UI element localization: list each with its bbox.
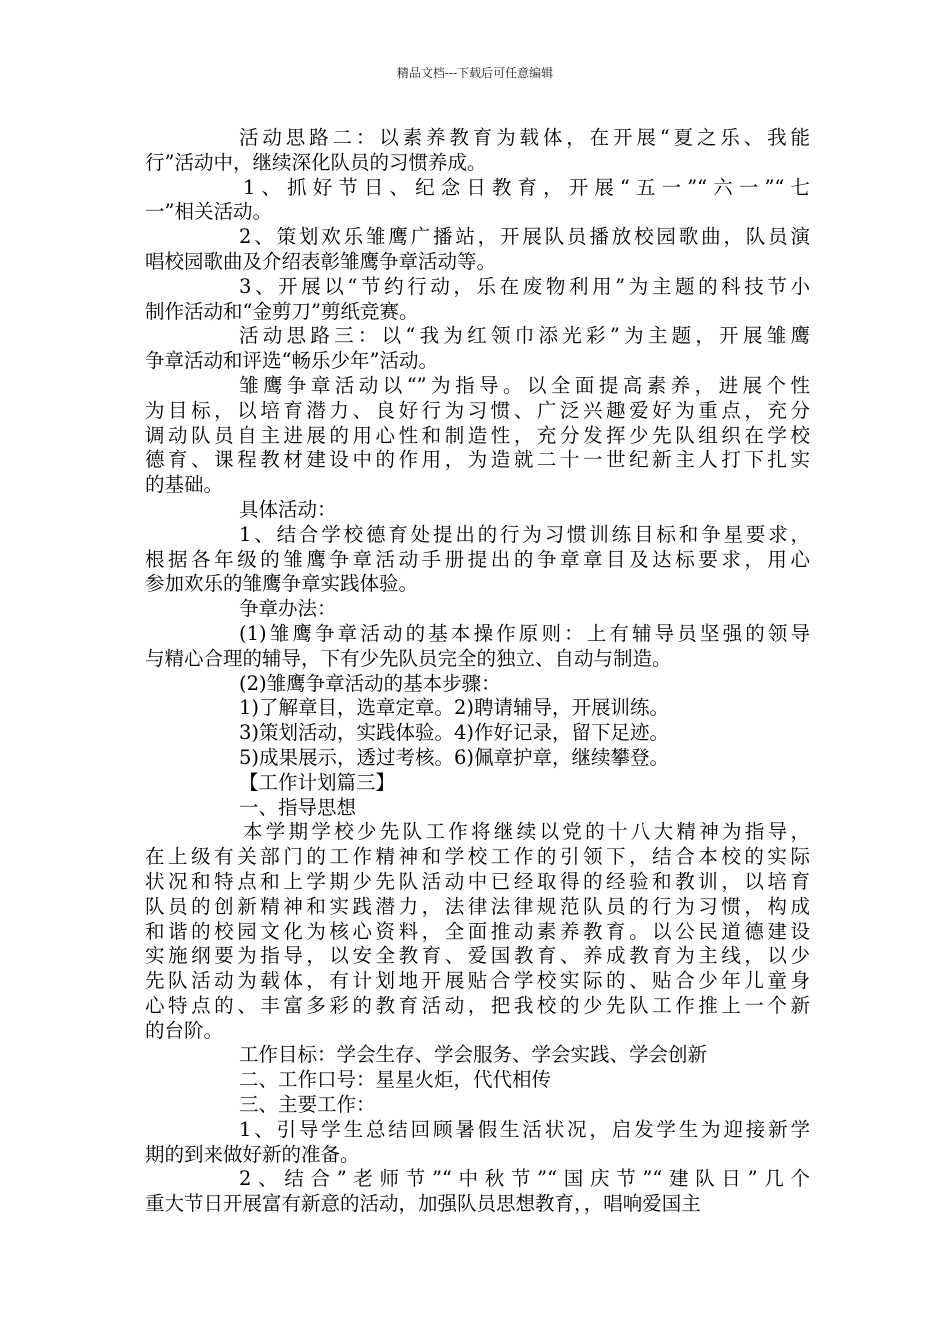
- text-line: 和谐的校园文化为核心资料，全面推动素养教育。以公民道德建设: [145, 919, 810, 943]
- paragraph: [145, 771, 810, 796]
- text-line: 一”相关活动。: [145, 200, 272, 224]
- paragraph: [145, 721, 810, 746]
- text-line: 雏鹰争章活动以“”为指导。以全面提高素养，进展个性: [239, 373, 810, 397]
- text-line: 一、指导思想: [239, 795, 357, 819]
- paragraph: [145, 796, 810, 821]
- text-line: 5)成果展示，透过考核。6)佩章护章，继续攀登。: [239, 745, 670, 769]
- text-line: 先队活动为载体，有计划地开展贴合学校实际的、贴合少年儿童身: [145, 969, 810, 993]
- paragraph: [145, 275, 810, 325]
- text-line: (2)雏鹰争章活动的基本步骤：: [239, 671, 501, 695]
- text-line: 本学期学校少先队工作将继续以党的十八大精神为指导，: [243, 820, 810, 844]
- text-line: 争章活动和评选“畅乐少年”活动。: [145, 349, 438, 373]
- text-line: 为目标，以培育潜力、良好行为习惯、广泛兴趣爱好为重点，充分: [145, 398, 810, 422]
- text-line: 心特点的、丰富多彩的教育活动，把我校的少先队工作推上一个新: [145, 993, 810, 1017]
- text-line: 三、主要工作：: [239, 1093, 376, 1117]
- text-line: 与精心合理的辅导，下有少先队员完全的独立、自动与制造。: [145, 646, 672, 670]
- text-line: 期的到来做好新的准备。: [145, 1142, 360, 1166]
- text-line: 1、抓好节日、纪念日教育，开展“五一”“六一”“七: [243, 175, 810, 199]
- text-line: 参加欢乐的雏鹰争章实践体验。: [145, 572, 419, 596]
- text-line: (1)雏鹰争章活动的基本操作原则：上有辅导员坚强的领导: [239, 621, 810, 645]
- paragraph: [145, 225, 810, 275]
- text-line: 1)了解章目，选章定章。2)聘请辅导，开展训练。: [239, 696, 670, 720]
- text-line: 二、工作口号：星星火炬，代代相传: [239, 1068, 552, 1092]
- paragraph: [145, 374, 810, 498]
- text-line: 在上级有关部门的工作精神和学校工作的引领下，结合本校的实际: [145, 845, 810, 869]
- text-line: 3、开展以“节约行动，乐在废物利用”为主题的科技节小: [239, 274, 810, 298]
- paragraph: [145, 746, 810, 771]
- paragraph: [145, 820, 810, 1043]
- text-line: 状况和特点和上学期少先队活动中已经取得的经验和教训，以培育: [145, 869, 810, 893]
- text-line: 2、结合”老师节”“中秋节”“国庆节”“建队日”几个: [239, 1167, 810, 1191]
- paragraph: [145, 1118, 810, 1168]
- text-line: 3)策划活动，实践体验。4)作好记录，留下足迹。: [239, 721, 670, 745]
- text-line: 根据各年级的雏鹰争章活动手册提出的争章章目及达标要求，用心: [145, 547, 810, 571]
- paragraph: [145, 1043, 810, 1068]
- text-line: 唱校园歌曲及介绍表彰雏鹰争章活动等。: [145, 249, 497, 273]
- text-line: 2、策划欢乐雏鹰广播站，开展队员播放校园歌曲，队员演: [239, 225, 810, 249]
- text-line: 重大节日开展富有新意的活动，加强队员思想教育，，唱响爱国主: [145, 1192, 701, 1216]
- text-line: 1、引导学生总结回顾暑假生活状况，启发学生为迎接新学: [239, 1117, 810, 1141]
- paragraph: [145, 622, 810, 672]
- text-line: 制作活动和“金剪刀”剪纸竞赛。: [145, 299, 419, 323]
- text-line: 德育、课程教材建设中的作用，为造就二十一世纪新主人打下扎实: [145, 448, 810, 472]
- paragraph: [145, 1068, 810, 1093]
- text-line: 活动思路二：以素养教育为载体，在开展“夏之乐、我能: [239, 126, 810, 149]
- paragraph: [145, 597, 810, 622]
- text-line: 实施纲要为指导，以安全教育、爱国教育、养成教育为主线，以少: [145, 944, 810, 968]
- text-line: 【工作计划篇三】: [239, 770, 396, 794]
- paragraph: [145, 498, 810, 523]
- paragraph: [145, 126, 810, 176]
- paragraph: [145, 324, 810, 374]
- paragraph: [145, 523, 810, 597]
- paragraph: [145, 176, 810, 226]
- paragraph: [145, 1093, 810, 1118]
- paragraph: [145, 696, 810, 721]
- paragraph: [145, 1167, 810, 1217]
- text-line: 的台阶。: [145, 1018, 224, 1042]
- text-line: 的基础。: [145, 473, 224, 497]
- text-line: 1、结合学校德育处提出的行为习惯训练目标和争星要求，: [239, 522, 810, 546]
- text-line: 争章办法：: [239, 597, 337, 621]
- text-line: 调动队员自主进展的用心性和制造性，充分发挥少先队组织在学校: [145, 423, 810, 447]
- text-line: 活动思路三：以“我为红领巾添光彩”为主题，开展雏鹰: [239, 324, 810, 348]
- document-body: [145, 126, 810, 1217]
- text-line: 工作目标：学会生存、学会服务、学会实践、学会创新: [239, 1043, 708, 1067]
- text-line: 具体活动：: [239, 497, 337, 521]
- paragraph: [145, 672, 810, 697]
- page-header: 精品文档---下载后可任意编辑: [396, 66, 554, 80]
- text-line: 队员的创新精神和实践潜力，法律法律规范队员的行为习惯，构成: [145, 894, 810, 918]
- text-line: 行”活动中，继续深化队员的习惯养成。: [145, 150, 487, 174]
